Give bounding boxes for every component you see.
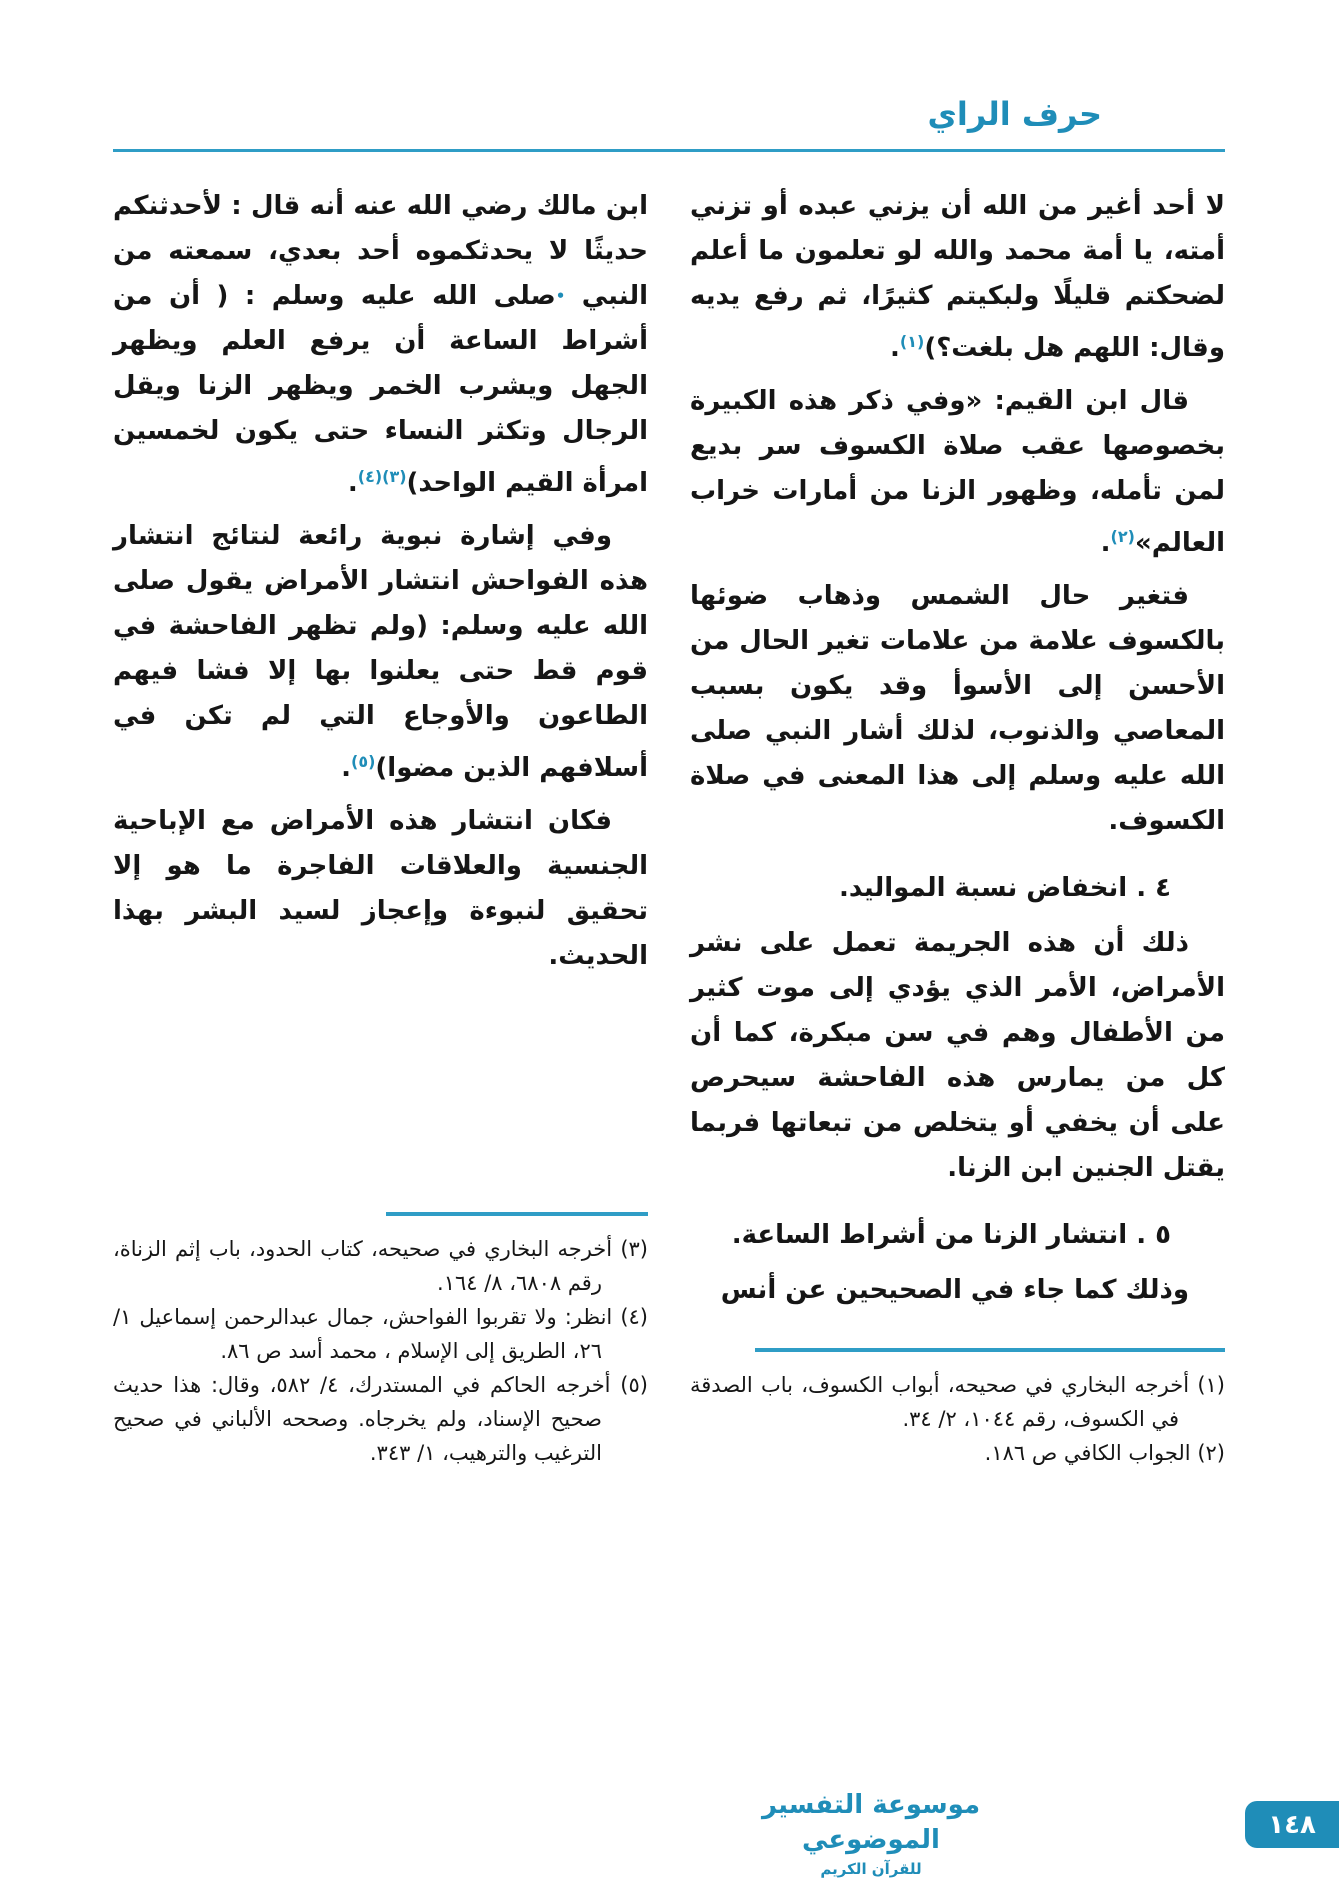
- footnote-number: (١): [1197, 1373, 1225, 1397]
- column-right: [690, 184, 1225, 1470]
- paragraph-text: وذلك كما جاء في الصحيحين عن أنس: [720, 1275, 1189, 1305]
- column-left: [113, 184, 648, 1470]
- bullet-icon: •: [555, 287, 566, 305]
- footnote-ref: (١): [899, 332, 925, 351]
- paragraph: [113, 799, 648, 979]
- footnote-text: الجواب الكافي ص ١٨٦.: [984, 1441, 1191, 1465]
- footnotes-right: [690, 1348, 1225, 1470]
- footnote-text: أخرجه الحاكم في المستدرك، ٤/ ٥٨٢، وقال: هذا حديث صحيح الإسناد، ولم يخرجاه. وصححه الألباني في صحيح الترغيب والترهيب، ١/ ٣٤٣.: [113, 1373, 611, 1465]
- chapter-title: حرف الراي: [927, 95, 1102, 133]
- paragraph-text: وفي إشارة نبوية رائعة لنتائج انتشار هذه الفواحش انتشار الأمراض يقول صلى الله عليه وسلم: (ولم تظهر الفاحشة في قوم قط حتى يعلنوا بها إلا فشا فيهم الطاعون والأوجاع التي لم تكن في أسلافهم الذين مضوا): [113, 521, 648, 783]
- paragraph: [690, 379, 1225, 566]
- footnote-separator: [755, 1348, 1225, 1352]
- paragraph-text: ابن مالك رضي الله عنه أنه قال : لأحدثنكم حديثًا لا يحدثكموه أحد بعدي، سمعته من النبي: [113, 191, 648, 311]
- publisher-logo-subtitle: للقرآن الكريم: [820, 1860, 922, 1879]
- paragraph: [690, 1268, 1225, 1313]
- paragraph-text: قال ابن القيم: «وفي ذكر هذه الكبيرة بخصوصها عقب صلاة الكسوف سر بديع لمن تأمله، وظهور الزنا من أمارات خراب العالم»: [690, 386, 1225, 558]
- content-columns: [113, 184, 1225, 1470]
- footnote-number: (٥): [620, 1373, 648, 1397]
- paragraph-text: ذلك أن هذه الجريمة تعمل على نشر الأمراض، الأمر الذي يؤدي إلى موت كثير من الأطفال وهم في سن مبكرة، كما أن كل من يمارس هذه الفاحشة سيحرص على أن يخفي أو يتخلص من تبعاتها فربما يقتل الجنين ابن الزنا.: [690, 928, 1225, 1183]
- footnote-text: انظر: ولا تقربوا الفواحش، جمال عبدالرحمن إسماعيل ١/ ٢٦، الطريق إلى الإسلام ، محمد أسد ص ٨٦.: [113, 1305, 613, 1363]
- footnotes-left: [113, 1212, 648, 1470]
- footnote-ref: (٢): [1110, 527, 1135, 546]
- footnote-text: أخرجه البخاري في صحيحه، أبواب الكسوف، باب الصدقة في الكسوف، رقم ١٠٤٤، ٢/ ٣٤.: [690, 1373, 1190, 1431]
- footnote: [690, 1436, 1225, 1470]
- footnote: [113, 1300, 648, 1368]
- publisher-logo: [749, 1788, 993, 1878]
- section-heading: [690, 866, 1225, 911]
- heading-text: ٤ . انخفاض نسبة المواليد.: [838, 873, 1171, 903]
- footnote: [113, 1368, 648, 1470]
- footnote-number: (٣): [620, 1237, 648, 1261]
- footnote-number: (٢): [1197, 1441, 1225, 1465]
- section-heading: [690, 1213, 1225, 1258]
- footnote-ref: (٣)(٤): [357, 467, 407, 486]
- paragraph-text: فكان انتشار هذه الأمراض مع الإباحية الجنسية والعلاقات الفاجرة ما هو إلا تحقيق لنبوءة وإعجاز لسيد البشر بهذا الحديث.: [113, 806, 648, 971]
- sentence-period: .: [890, 333, 900, 363]
- publisher-logo-title: موسوعة التفسير الموضوعي: [761, 1790, 981, 1856]
- heading-text: ٥ . انتشار الزنا من أشراط الساعة.: [731, 1220, 1171, 1250]
- sentence-period: .: [341, 753, 352, 783]
- paragraph: [690, 574, 1225, 844]
- footnote-number: (٤): [620, 1305, 648, 1329]
- paragraph: [113, 184, 648, 506]
- paragraph-text: فتغير حال الشمس وذهاب ضوئها بالكسوف علامة من علامات تغير الحال من الأحسن إلى الأسوأ وقد يكون بسبب المعاصي والذنوب، لذلك أشار النبي صلى الله عليه وسلم إلى هذا المعنى في صلاة الكسوف.: [690, 581, 1225, 836]
- paragraph: [690, 184, 1225, 371]
- footnote-ref: (٥): [351, 752, 376, 771]
- footnote: [113, 1232, 648, 1300]
- footnote-separator: [386, 1212, 648, 1216]
- footnote: [690, 1368, 1225, 1436]
- header-rule: [113, 149, 1225, 152]
- paragraph-text: صلى الله عليه وسلم : ( أن من أشراط الساعة أن يرفع العلم ويظهر الجهل ويشرب الخمر ويظهر الزنا ويقل الرجال وتكثر النساء حتى يكون لخمسين امرأة القيم الواحد): [113, 281, 648, 498]
- page-number-badge: ١٤٨: [1245, 1801, 1339, 1848]
- paragraph: [690, 921, 1225, 1191]
- footnote-text: أخرجه البخاري في صحيحه، كتاب الحدود، باب إثم الزناة، رقم ٦٨٠٨، ٨/ ١٦٤.: [113, 1237, 613, 1295]
- paragraph-text: لا أحد أغير من الله أن يزني عبده أو تزني أمته، يا أمة محمد والله لو تعلمون ما أعلم لضحكتم قليلًا ولبكيتم كثيرًا، ثم رفع يديه وقال: اللهم هل بلغت؟): [690, 191, 1225, 363]
- sentence-period: .: [347, 468, 358, 498]
- paragraph: [113, 514, 648, 791]
- sentence-period: .: [1100, 528, 1111, 558]
